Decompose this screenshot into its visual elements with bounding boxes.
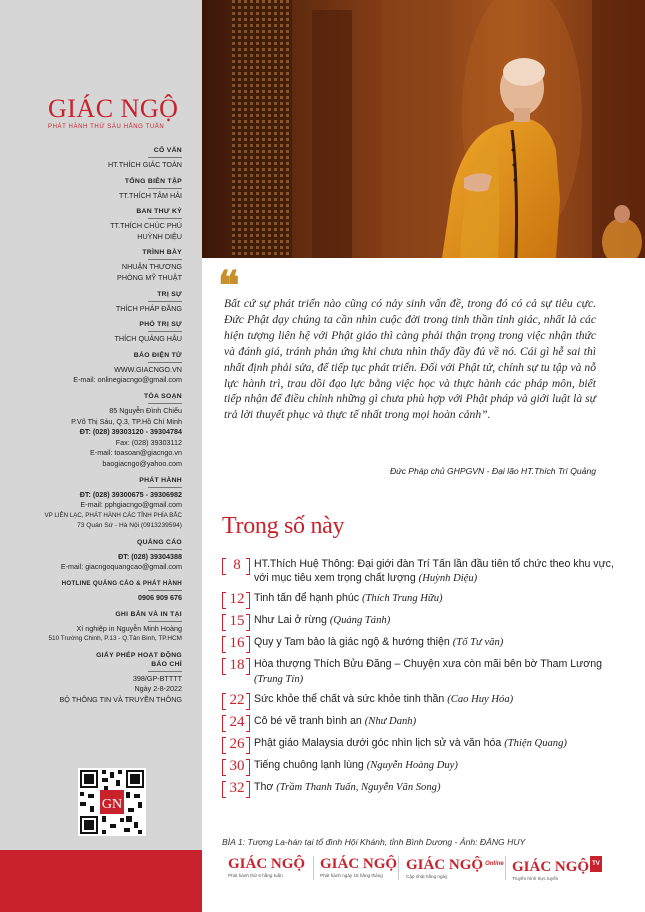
email-link[interactable]: E-mail: pphgiacngo@gmail.com <box>80 500 182 510</box>
toc-item-title: HT.Thích Huệ Thông: Đại giới đàn Trí Tấn lần đầu tiên tổ chức theo khu vực, với mục tiêu xem trọng chất lượng <box>254 558 614 585</box>
masthead-logo <box>48 95 198 130</box>
staff-heading: GHI BẢN VÀ IN TẠI <box>30 610 182 622</box>
staff-group <box>30 538 182 573</box>
toc-item-title: Quy y Tam bảo là giác ngộ & hướng thiện <box>254 636 450 649</box>
staff-line: 0906 909 676 <box>138 593 182 603</box>
staff-line: ĐT: (028) 39304388 <box>118 551 182 561</box>
logo-text: GIÁC NGỘ <box>48 94 179 123</box>
toc-page-number: 24 <box>222 713 252 731</box>
toc-item[interactable] <box>222 757 622 775</box>
staff-line: HUỲNH DIỆU <box>137 231 182 241</box>
cover-caption: BÌA 1: Tượng La-hán tại tổ đình Hội Khánh, tỉnh Bình Dương - Ảnh: ĐĂNG HUY <box>222 837 526 847</box>
toc-item-title: Hòa thượng Thích Bửu Đăng – Chuyện xưa còn mãi bên bờ Tham Lương <box>254 658 602 671</box>
toc-item-author: (Như Danh) <box>364 715 417 727</box>
toc-item-title: Sức khỏe thể chất và sức khỏe tinh thần <box>254 692 445 705</box>
staff-line: 73 Quán Sứ - Hà Nội (0913239594) <box>77 522 182 530</box>
staff-line: ĐT: (028) 39300675 - 39306982 <box>79 489 182 499</box>
staff-heading: TRỊ SỰ <box>30 290 182 302</box>
staff-heading: HOTLINE QUẢNG CÁO & PHÁT HÀNH <box>30 579 182 591</box>
brand-online[interactable] <box>406 856 504 879</box>
brand-monthly[interactable] <box>320 856 397 878</box>
staff-line: VP LIÊN LẠC, PHÁT HÀNH CÁC TỈNH PHÍA BẮC <box>44 511 182 519</box>
quote-text: Bất cứ sự phát triển nào cũng có nảy sinh vấn đề, trong đó có cả sự tiêu cực. Đức Phật dạy chúng ta cần nhìn cuộc đời trong tinh thần tỉnh giác, nhất là các hiện tượng liên hệ với Phật giáo thì càng phải thận trọng trong việc nhận thức và đánh giá, tránh phản ứng khi chưa nhìn thấy đầy đủ về nó. Cái gì hễ sai thì nhất định phải sửa, để tiếp tục phát triển. Đối với Phật tử, chính sự tu tập và nỗ lực hành trì, trau dồi đạo lực bằng việc học và thực hành các pháp môn, biết tiếp nhận để điều chỉnh những gì chưa phù hợp với Phật pháp và giới luật là sự trả lời thuyết phục và thực tế nhất trong mọi hoàn cảnh”. <box>224 297 596 422</box>
brand-subtitle: Phát hành thứ 6 hằng tuần <box>228 873 283 878</box>
toc-item[interactable] <box>222 713 622 731</box>
staff-heading: TRÌNH BÀY <box>30 248 182 260</box>
toc-item-title: Tinh tấn để hạnh phúc <box>254 592 360 605</box>
toc-item-author: (Cao Huy Hóa) <box>447 693 514 705</box>
staff-line: THÍCH QUẢNG HẬU <box>114 334 182 344</box>
staff-group <box>30 392 182 470</box>
staff-line: 85 Nguyễn Đình Chiểu <box>109 405 182 415</box>
staff-group <box>30 248 182 283</box>
toc-item-title: Tiếng chuông lạnh lùng <box>254 758 364 771</box>
toc-page-number: 30 <box>222 757 252 775</box>
staff-heading: BÁO ĐIỆN TỬ <box>30 351 182 363</box>
staff-line: NHUẬN THƯƠNG <box>121 262 182 272</box>
toc-item[interactable] <box>222 656 622 686</box>
email-link[interactable]: E-mail: giacngoquangcao@gmail.com <box>60 562 182 572</box>
staff-heading: QUẢNG CÁO <box>30 538 182 550</box>
staff-line: ĐT: (028) 39303120 - 39304784 <box>79 427 182 437</box>
toc-item[interactable] <box>222 556 622 586</box>
staff-line: TT.THÍCH CHÚC PHÚ <box>110 221 182 231</box>
footer-red-block <box>0 850 202 912</box>
qr-code[interactable] <box>78 768 146 836</box>
staff-group <box>30 146 182 171</box>
staff-group <box>30 320 182 345</box>
toc-item-author: (Nguyễn Hoàng Duy) <box>366 759 458 771</box>
toc-item-author: (Tố Tư văn) <box>452 637 504 649</box>
toc-item-title: Thơ <box>254 780 274 793</box>
staff-heading: GIẤY PHÉP HOẠT ĐỘNG BÁO CHÍ <box>92 651 182 672</box>
email-link[interactable]: E-mail: toasoan@giacngo.vn <box>90 448 182 458</box>
toc-item-title: Như Lai ở rừng <box>254 614 327 627</box>
toc-page-number: 15 <box>222 612 252 630</box>
toc-item[interactable] <box>222 779 622 797</box>
staff-group <box>30 207 182 242</box>
brand-suffix: TV <box>590 856 602 872</box>
staff-heading: PHÁT HÀNH <box>30 476 182 488</box>
logo-tagline: PHÁT HÀNH THỨ SÁU HẰNG TUẦN <box>48 124 165 130</box>
staff-list <box>30 146 182 712</box>
brand-tv[interactable] <box>512 856 602 881</box>
staff-line: 510 Trường Chinh, P.13 - Q.Tân Bình, TP.HCM <box>48 635 182 643</box>
table-of-contents <box>222 556 622 801</box>
toc-item-author: (Trung Tín) <box>254 673 304 685</box>
toc-item-title: Phật giáo Malaysia dưới góc nhìn lịch sử và văn hóa <box>254 736 502 749</box>
toc-page-number: 22 <box>222 691 252 709</box>
brand-subtitle: Cập nhật hằng ngày <box>406 874 448 879</box>
toc-page-number: 32 <box>222 779 252 797</box>
cover-photo <box>202 0 645 258</box>
staff-line: Ngày 2-8-2022 <box>134 684 182 694</box>
toc-page-number: 8 <box>222 556 252 574</box>
staff-group <box>30 651 182 706</box>
brand-logo: GIÁC NGỘ <box>320 856 398 872</box>
toc-item-title: Cô bé vẽ tranh bình an <box>254 714 362 727</box>
quote-mark-icon: ❝ <box>218 263 240 308</box>
toc-item[interactable] <box>222 691 622 709</box>
brand-subtitle: Phát hành ngày 15 hằng tháng <box>320 873 383 878</box>
staff-heading: TÒA SOẠN <box>30 392 182 404</box>
toc-page-number: 12 <box>222 590 252 608</box>
staff-line: Fax: (028) 39303112 <box>115 437 182 447</box>
toc-page-number: 16 <box>222 634 252 652</box>
quote-source: Đức Pháp chủ GHPGVN - Đại lão HT.Thích Trí Quảng <box>389 466 596 476</box>
brand-weekly[interactable] <box>228 856 305 878</box>
staff-line: TT.THÍCH TÂM HẢI <box>119 190 182 200</box>
staff-line: THÍCH PHÁP ĐĂNG <box>115 303 182 313</box>
brand-subtitle: Truyền hình trực tuyến <box>512 876 559 881</box>
staff-heading: TỔNG BIÊN TẬP <box>30 177 182 189</box>
toc-page-number: 18 <box>222 656 252 674</box>
staff-heading: PHÓ TRỊ SỰ <box>30 320 182 332</box>
toc-item-author: (Trầm Thanh Tuấn, Nguyễn Văn Song) <box>276 781 441 793</box>
staff-line: 398/GP-BTTTT <box>132 673 182 683</box>
staff-group <box>30 610 182 645</box>
email-link[interactable]: E-mail: onlinegiacngo@gmail.com <box>73 375 182 385</box>
staff-group <box>30 476 182 532</box>
qr-label: GN <box>101 797 123 812</box>
staff-group <box>30 351 182 386</box>
email-link[interactable]: baogiacngo@yahoo.com <box>102 458 182 468</box>
staff-group <box>30 177 182 202</box>
toc-title: Trong số này <box>222 513 345 539</box>
brand-logo: GIÁC NGỘ <box>228 856 306 872</box>
toc-item-author: (Huỳnh Diệu) <box>418 573 478 585</box>
toc-item-author: (Quảng Tánh) <box>329 615 391 627</box>
brand-suffix: Online <box>485 861 504 867</box>
toc-item-author: (Thiện Quang) <box>504 737 567 749</box>
brand-logo <box>406 856 504 873</box>
brand-name: GIÁC NGỘ <box>512 859 590 875</box>
footer-brands <box>0 850 645 912</box>
staff-line: P.Võ Thị Sáu, Q.3, TP.Hồ Chí Minh <box>71 416 182 426</box>
toc-item[interactable] <box>222 590 622 608</box>
toc-item[interactable] <box>222 612 622 630</box>
toc-item[interactable] <box>222 634 622 652</box>
staff-line: BỘ THÔNG TIN VÀ TRUYỀN THÔNG <box>59 695 182 705</box>
brand-logo <box>512 856 602 875</box>
staff-group <box>30 579 182 604</box>
divider <box>313 856 314 880</box>
masthead-sidebar <box>0 0 202 850</box>
toc-page-number: 26 <box>222 735 252 753</box>
toc-item[interactable] <box>222 735 622 753</box>
brand-name: GIÁC NGỘ <box>406 857 484 873</box>
divider <box>505 856 506 880</box>
toc-item-author: (Thích Trung Hữu) <box>362 593 443 605</box>
staff-group <box>30 290 182 315</box>
website-link[interactable]: WWW.GIACNGO.VN <box>114 364 182 374</box>
staff-line: Xí nghiệp in Nguyễn Minh Hoàng <box>76 623 182 633</box>
staff-heading: BAN THƯ KÝ <box>30 207 182 219</box>
divider <box>398 856 399 880</box>
staff-heading: CỐ VẤN <box>30 146 182 158</box>
staff-line: HT.THÍCH GIÁC TOÀN <box>107 160 182 169</box>
staff-line: PHÒNG MỸ THUẬT <box>117 272 182 282</box>
